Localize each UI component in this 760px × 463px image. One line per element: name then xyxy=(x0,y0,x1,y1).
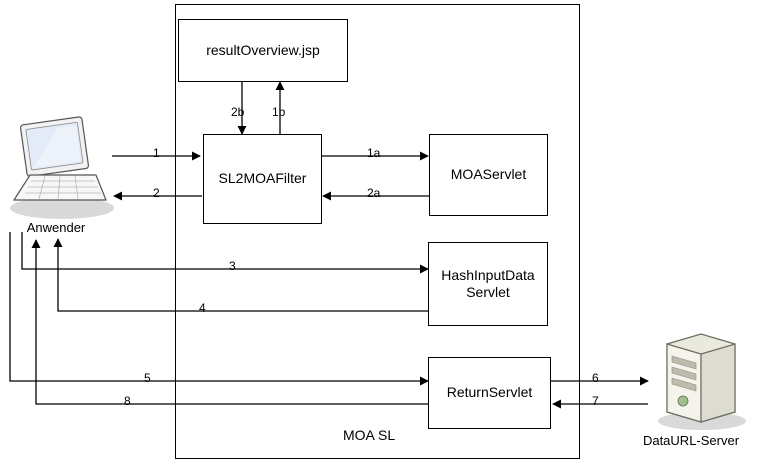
edge-label-5: 5 xyxy=(144,371,151,385)
node-moaservlet: MOAServlet xyxy=(429,134,548,216)
caption-anwender: Anwender xyxy=(26,220,86,235)
node-hashinputdata-servlet-line1: HashInputData xyxy=(441,266,535,283)
node-returnservlet: ReturnServlet xyxy=(428,357,551,429)
laptop-icon xyxy=(0,112,120,222)
edge-label-2a: 2a xyxy=(367,186,381,200)
edge-label-2b: 2b xyxy=(231,105,245,119)
node-sl2moafilter: SL2MOAFilter xyxy=(203,134,322,224)
edge-label-1: 1 xyxy=(153,146,160,160)
node-hashinputdata-servlet-line2: Servlet xyxy=(466,284,510,300)
edge-label-1b: 1b xyxy=(272,105,286,119)
caption-dataurl-server: DataURL-Server xyxy=(642,433,740,448)
edge-label-2: 2 xyxy=(153,186,160,200)
server-icon xyxy=(645,330,760,430)
edge-label-3: 3 xyxy=(229,259,236,273)
edge-label-8: 8 xyxy=(124,394,131,408)
node-hashinputdata-servlet xyxy=(428,242,548,326)
moa-sl-label: MOA SL xyxy=(343,427,396,443)
node-result-overview-jsp: resultOverview.jsp xyxy=(178,19,348,82)
edge-label-4: 4 xyxy=(199,301,206,315)
edge-label-6: 6 xyxy=(592,371,599,385)
edge-label-1a: 1a xyxy=(367,146,381,160)
edge-label-7: 7 xyxy=(592,394,599,408)
